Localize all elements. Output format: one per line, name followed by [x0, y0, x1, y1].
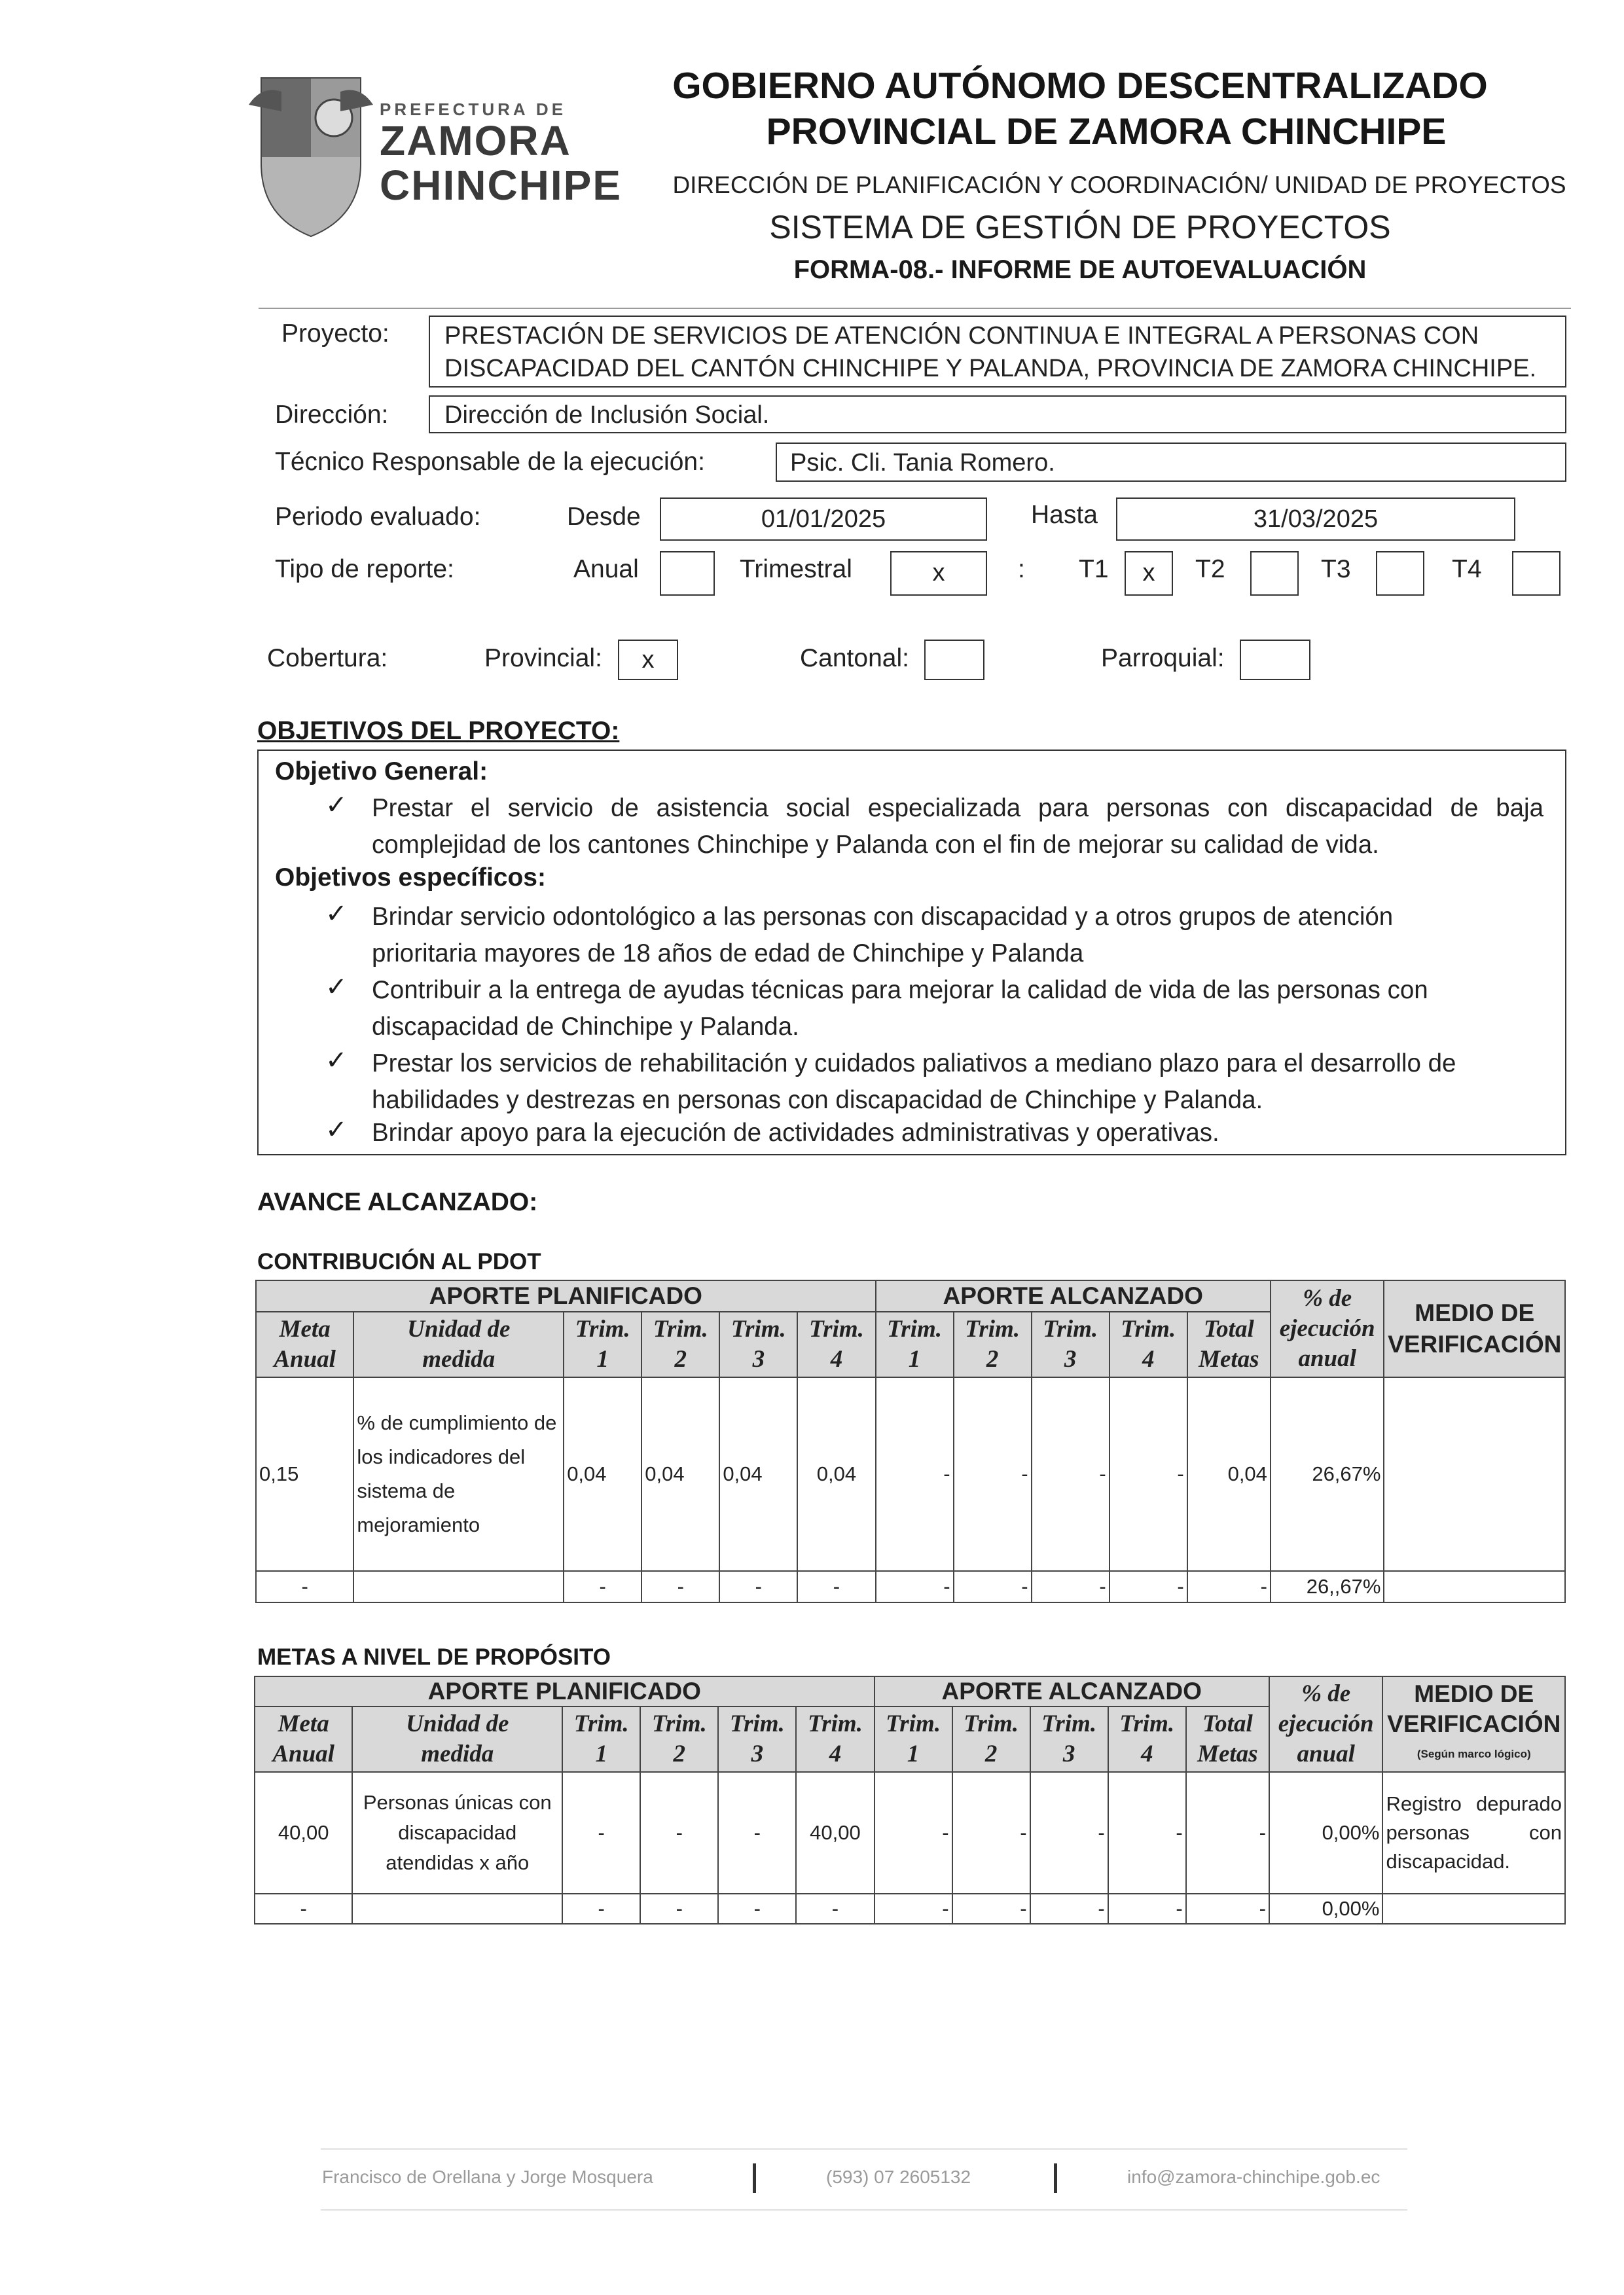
spec1-line1: Brindar servicio odontológico a las personas con discapacidad y a otros grupos de atención [372, 903, 1394, 931]
gov-title-line1: GOBIERNO AUTÓNOMO DESCENTRALIZADO [672, 65, 1488, 107]
periodo-label: Periodo evaluado: [275, 503, 481, 531]
trim-number: 3 [751, 1741, 764, 1767]
cell-a1: - [876, 1377, 954, 1571]
cell-p3: - [718, 1772, 796, 1894]
anual-label: Anual [573, 555, 639, 583]
hasta-field: 31/03/2025 [1116, 497, 1515, 541]
direccion-label: Dirección: [275, 401, 389, 429]
spec2-line2: discapacidad de Chinchipe y Palanda. [372, 1013, 799, 1041]
trim-number: 3 [752, 1346, 765, 1373]
aporte-alcanzado-header: APORTE ALCANZADO [875, 1676, 1269, 1707]
cell-pct: 0,00% [1269, 1772, 1383, 1894]
trim-label: Trim. [807, 1710, 863, 1737]
cell-a2: - [952, 1894, 1030, 1924]
objetivos-especificos-title: Objetivos específicos: [275, 863, 546, 892]
trim-label: Trim. [653, 1316, 708, 1343]
cell-a4: - [1110, 1377, 1187, 1571]
cell-pct: 26,67% [1271, 1377, 1384, 1571]
spec3-line1: Prestar los servicios de rehabilitación y cuidados paliativos a mediano plazo para el desarrollo de [372, 1049, 1456, 1077]
trim-number: 4 [1142, 1346, 1155, 1373]
medio-header-note: (Según marco lógico) [1416, 1748, 1531, 1760]
proposito-table [254, 1676, 1566, 1925]
cell-meta: 0,15 [256, 1377, 353, 1571]
total-header-l1: Total [1202, 1710, 1253, 1737]
pct-header-l2: ejecución [1278, 1710, 1374, 1737]
t2-checkbox [1250, 551, 1299, 596]
avance-title: AVANCE ALCANZADO: [257, 1188, 538, 1216]
total-metas-header [1186, 1707, 1269, 1772]
logo-line2: CHINCHIPE [380, 162, 623, 209]
aporte-planificado-header: APORTE PLANIFICADO [255, 1676, 875, 1707]
parroquial-checkbox [1240, 640, 1310, 680]
aporte-planificado-header: APORTE PLANIFICADO [256, 1280, 876, 1312]
cell-medio [1382, 1894, 1565, 1924]
pct-ejecucion-header [1271, 1280, 1384, 1377]
cell-a2: - [954, 1571, 1032, 1602]
trim-number: 2 [674, 1346, 687, 1373]
trim-number: 3 [1064, 1346, 1077, 1373]
trim-header [719, 1312, 797, 1377]
cell-unidad: % de cumplimiento de los indicadores del sistema de mejoramiento [353, 1377, 564, 1571]
trim-label: Trim. [731, 1316, 786, 1343]
direction-line: DIRECCIÓN DE PLANIFICACIÓN Y COORDINACIÓN/ UNIDAD DE PROYECTOS [672, 172, 1566, 198]
footer-bottom-rule [321, 2209, 1407, 2211]
cell-a4: - [1110, 1571, 1187, 1602]
medio-verificacion-header [1384, 1280, 1565, 1377]
trim-number: 1 [596, 1346, 609, 1373]
pct-header-l1: % de [1301, 1680, 1351, 1707]
cell-p2: 0,04 [641, 1377, 719, 1571]
proyecto-line2: DISCAPACIDAD DEL CANTÓN CHINCHIPE Y PALANDA, PROVINCIA DE ZAMORA CHINCHIPE. [444, 355, 1537, 382]
trim-number: 4 [1140, 1741, 1153, 1767]
trim-number: 2 [986, 1346, 999, 1373]
provincial-checkbox: x [618, 640, 678, 680]
cell-medio [1384, 1377, 1565, 1571]
spec2-line1: Contribuir a la entrega de ayudas técnicas para mejorar la calidad de vida de las personas con [372, 976, 1428, 1004]
trim-label: Trim. [808, 1316, 864, 1343]
cantonal-label: Cantonal: [800, 644, 909, 672]
proyecto-line1: PRESTACIÓN DE SERVICIOS DE ATENCIÓN CONTINUA E INTEGRAL A PERSONAS CON [444, 322, 1479, 350]
t1-checkbox: x [1125, 551, 1173, 596]
t1-label: T1 [1079, 555, 1109, 583]
medio-header-l2: VERIFICACIÓN [1388, 1331, 1562, 1358]
t3-checkbox [1376, 551, 1424, 596]
trim-label: Trim. [1121, 1316, 1176, 1343]
cell-p1: - [562, 1894, 640, 1924]
unidad-medida-header [353, 1312, 564, 1377]
cell-medio [1384, 1571, 1565, 1602]
proyecto-label: Proyecto: [281, 319, 389, 348]
unidad-header-l2: medida [421, 1741, 494, 1767]
cell-total: - [1187, 1571, 1271, 1602]
t4-checkbox [1512, 551, 1561, 596]
trim-label: Trim. [1041, 1710, 1097, 1737]
cell-total: 0,04 [1187, 1377, 1271, 1571]
trim-header [564, 1312, 641, 1377]
trim-header [718, 1707, 796, 1772]
footer-phone: (593) 07 2605132 [826, 2167, 971, 2187]
parroquial-label: Parroquial: [1101, 644, 1225, 672]
medio-header-l1: MEDIO DE [1414, 1680, 1534, 1707]
cell-p1: 0,04 [564, 1377, 641, 1571]
trim-number: 4 [830, 1346, 843, 1373]
footer-separator [753, 2163, 756, 2193]
cell-unidad [352, 1894, 562, 1924]
meta-header-l2: Anual [272, 1741, 334, 1767]
total-metas-header [1187, 1312, 1271, 1377]
trim-label: Trim. [965, 1316, 1020, 1343]
trim-label: Trim. [729, 1710, 785, 1737]
cell-p2: - [641, 1571, 719, 1602]
cell-p3: - [718, 1894, 796, 1924]
anual-checkbox [660, 551, 715, 596]
trim-number: 1 [908, 1346, 921, 1373]
total-header-l1: Total [1203, 1316, 1254, 1343]
cell-meta: - [255, 1894, 352, 1924]
pct-header-l1: % de [1303, 1285, 1352, 1312]
total-header-l2: Metas [1197, 1741, 1258, 1767]
t4-label: T4 [1452, 555, 1482, 583]
cell-p3: - [719, 1571, 797, 1602]
unidad-header-l2: medida [422, 1346, 496, 1373]
unidad-header-l1: Unidad de [406, 1710, 509, 1737]
provincial-label: Provincial: [484, 644, 602, 672]
cell-a1: - [875, 1772, 952, 1894]
cell-a3: - [1030, 1772, 1108, 1894]
trim-header [797, 1312, 875, 1377]
trim-number: 4 [829, 1741, 842, 1767]
pct-ejecucion-header [1269, 1676, 1383, 1772]
spec3-line2: habilidades y destrezas en personas con discapacidad de Chinchipe y Palanda. [372, 1086, 1263, 1114]
footer-separator [1054, 2163, 1057, 2193]
logo-prefix: PREFECTURA DE [380, 99, 567, 119]
unidad-header-l1: Unidad de [407, 1316, 511, 1343]
trim-header [562, 1707, 640, 1772]
desde-label: Desde [567, 503, 641, 531]
cell-a4: - [1108, 1894, 1186, 1924]
tipo-label: Tipo de reporte: [275, 555, 454, 583]
objetivo-general-line2: complejidad de los cantones Chinchipe y Palanda con el fin de mejorar su calidad de vida. [372, 831, 1379, 859]
cell-unidad [353, 1571, 564, 1602]
t3-label: T3 [1321, 555, 1351, 583]
cell-a3: - [1030, 1894, 1108, 1924]
cell-p1: - [562, 1772, 640, 1894]
trim-label: Trim. [651, 1710, 707, 1737]
trim-header [1032, 1312, 1110, 1377]
cell-p1: - [564, 1571, 641, 1602]
trimestral-label: Trimestral [740, 555, 852, 583]
logo-line1: ZAMORA [380, 117, 571, 164]
medio-header-l1: MEDIO DE [1415, 1299, 1535, 1326]
pct-header-l2: ejecución [1279, 1315, 1375, 1342]
trim-header [875, 1707, 952, 1772]
medio-verificacion-header [1382, 1676, 1565, 1772]
cell-p2: - [640, 1894, 718, 1924]
cell-p3: 0,04 [719, 1377, 797, 1571]
check-icon: ✓ [325, 791, 348, 820]
cell-a1: - [875, 1894, 952, 1924]
header-divider [259, 308, 1571, 309]
cell-total: - [1186, 1772, 1269, 1894]
trim-header [640, 1707, 718, 1772]
cell-a2: - [954, 1377, 1032, 1571]
pdot-title: CONTRIBUCIÓN AL PDOT [257, 1249, 541, 1274]
pct-header-l3: anual [1298, 1345, 1356, 1372]
pct-header-l3: anual [1297, 1741, 1355, 1767]
trim-header [1030, 1707, 1108, 1772]
cell-unidad: Personas únicas con discapacidad atendidas x año [352, 1772, 562, 1894]
meta-anual-header [255, 1707, 352, 1772]
spec4-line1: Brindar apoyo para la ejecución de actividades administrativas y operativas. [372, 1119, 1219, 1147]
meta-header-l1: Meta [279, 1316, 331, 1343]
trim-number: 1 [595, 1741, 607, 1767]
cell-p2: - [640, 1772, 718, 1894]
trim-header [1110, 1312, 1187, 1377]
trim-header [641, 1312, 719, 1377]
cell-a3: - [1032, 1377, 1110, 1571]
footer-address: Francisco de Orellana y Jorge Mosquera [322, 2167, 653, 2187]
trim-header [876, 1312, 954, 1377]
trim-header [796, 1707, 874, 1772]
trim-label: Trim. [886, 1710, 941, 1737]
objetivo-general-title: Objetivo General: [275, 757, 488, 786]
t2-label: T2 [1195, 555, 1225, 583]
check-icon: ✓ [325, 899, 348, 928]
cell-a3: - [1032, 1571, 1110, 1602]
trimestral-checkbox: x [890, 551, 987, 596]
trim-number: 2 [984, 1741, 998, 1767]
objetivo-general-line1: Prestar el servicio de asistencia social especializada para personas con discapacidad de baja [372, 794, 1543, 822]
total-header-l2: Metas [1199, 1346, 1259, 1373]
spec1-line2: prioritaria mayores de 18 años de edad de Chinchipe y Palanda [372, 939, 1084, 967]
objetivos-section-title: OBJETIVOS DEL PROYECTO: [257, 717, 620, 745]
trim-label: Trim. [1043, 1316, 1098, 1343]
proyecto-field [429, 316, 1566, 388]
objetivos-box [257, 750, 1566, 1155]
trim-label: Trim. [887, 1316, 942, 1343]
cantonal-checkbox [924, 640, 984, 680]
gov-title [589, 63, 1571, 154]
cell-p4: - [796, 1894, 874, 1924]
tipo-colon: : [1018, 555, 1025, 583]
cell-pct: 0,00% [1269, 1894, 1383, 1924]
meta-header-l2: Anual [274, 1346, 336, 1373]
aporte-alcanzado-header: APORTE ALCANZADO [876, 1280, 1271, 1312]
prefectura-logo [242, 65, 623, 249]
meta-header-l1: Meta [278, 1710, 329, 1737]
cell-meta: 40,00 [255, 1772, 352, 1894]
check-icon: ✓ [325, 1046, 348, 1075]
trim-number: 2 [673, 1741, 686, 1767]
trim-header [952, 1707, 1030, 1772]
trim-label: Trim. [964, 1710, 1019, 1737]
cell-a1: - [876, 1571, 954, 1602]
cell-a2: - [952, 1772, 1030, 1894]
check-icon: ✓ [325, 973, 348, 1002]
cell-total: - [1186, 1894, 1269, 1924]
trim-number: 1 [907, 1741, 920, 1767]
trim-label: Trim. [573, 1710, 629, 1737]
proposito-title: METAS A NIVEL DE PROPÓSITO [257, 1644, 611, 1670]
cell-p4: - [797, 1571, 875, 1602]
cell-medio: Registro depurado personas con discapacidad. [1382, 1772, 1565, 1894]
trim-label: Trim. [575, 1316, 630, 1343]
medio-header-l2: VERIFICACIÓN [1387, 1710, 1561, 1737]
unidad-medida-header [352, 1707, 562, 1772]
cell-meta: - [256, 1571, 353, 1602]
cell-p4: 40,00 [796, 1772, 874, 1894]
trim-header [954, 1312, 1032, 1377]
gov-title-line2: PROVINCIAL DE ZAMORA CHINCHIPE [766, 111, 1447, 153]
pdot-table [255, 1280, 1566, 1603]
cell-pct: 26,,67% [1271, 1571, 1384, 1602]
direccion-field: Dirección de Inclusión Social. [429, 395, 1566, 433]
meta-anual-header [256, 1312, 353, 1377]
system-title: SISTEMA DE GESTIÓN DE PROYECTOS [769, 209, 1391, 245]
footer-email: info@zamora-chinchipe.gob.ec [1127, 2167, 1380, 2187]
form-title: FORMA-08.- INFORME DE AUTOEVALUACIÓN [793, 255, 1367, 284]
hasta-label: Hasta [1031, 501, 1098, 529]
footer-top-rule [321, 2148, 1407, 2150]
trim-label: Trim. [1119, 1710, 1175, 1737]
check-icon: ✓ [325, 1115, 348, 1144]
tecnico-label: Técnico Responsable de la ejecución: [275, 448, 705, 476]
trim-header [1108, 1707, 1186, 1772]
cobertura-label: Cobertura: [267, 644, 388, 672]
trim-number: 3 [1062, 1741, 1075, 1767]
tecnico-field: Psic. Cli. Tania Romero. [776, 443, 1566, 482]
desde-field: 01/01/2025 [660, 497, 987, 541]
cell-p4: 0,04 [797, 1377, 875, 1571]
cell-a4: - [1108, 1772, 1186, 1894]
